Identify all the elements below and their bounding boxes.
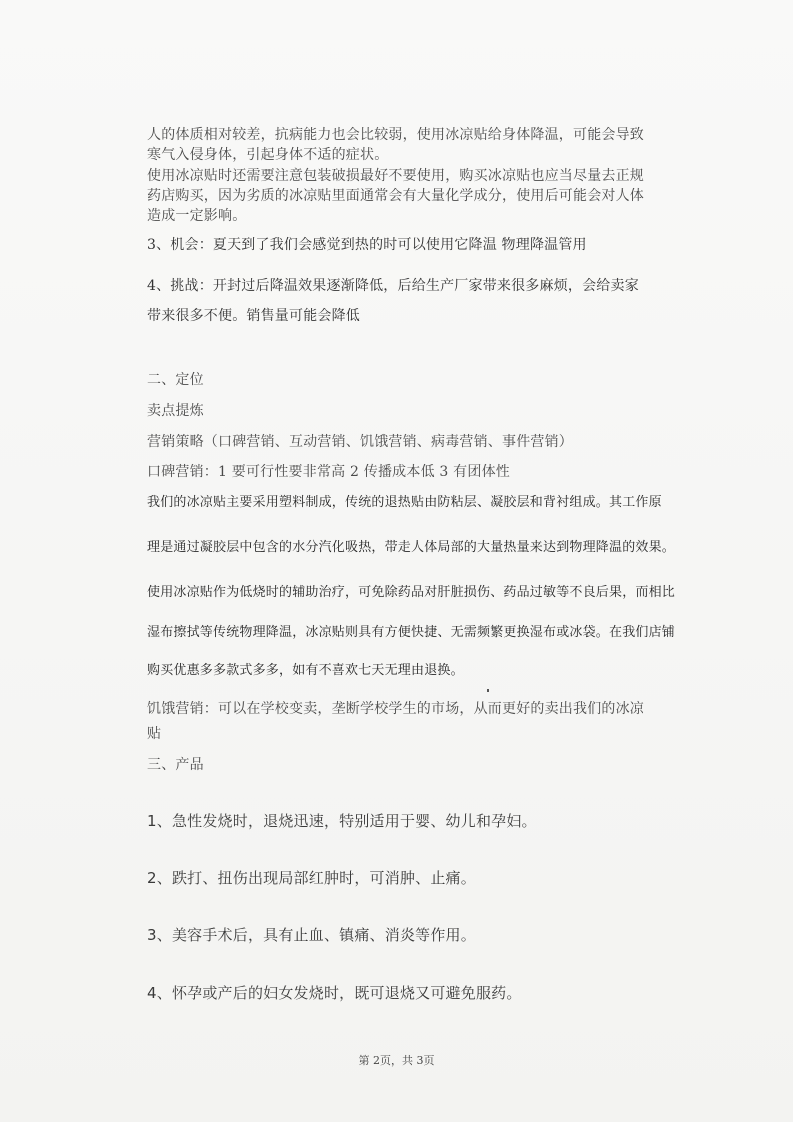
product-description-line-2: 理是通过凝胶层中包含的水分汽化吸热，带走人体局部的大量热量来达到物理降温的效果。: [147, 540, 676, 555]
paragraph-2-line-2: 药店购买，因为劣质的冰凉贴里面通常会有大量化学成分，使用后可能会对人体: [147, 188, 644, 204]
selling-point-label: 卖点提炼: [147, 403, 204, 419]
section-product-heading: 三、产品: [147, 757, 204, 773]
product-item-4: 4、怀孕或产后的妇女发烧时，既可退烧又可避免服药。: [147, 984, 522, 1002]
section-positioning-heading: 二、定位: [147, 372, 204, 388]
paragraph-2-line-1: 使用冰凉贴时还需要注意包装破损最好不要使用，购买冰凉贴也应当尽量去正规: [147, 168, 644, 184]
word-of-mouth-line: 口碑营销：1 要可行性要非常高 2 传播成本低 3 有团体性: [147, 464, 510, 480]
product-description-line-3: 使用冰凉贴作为低烧时的辅助治疗，可免除药品对肝脏损伤、药品过敏等不良后果，而相比: [147, 585, 676, 600]
page-number-footer: 第 2页，共 3页: [358, 1054, 435, 1067]
hunger-marketing-line-2: 贴: [147, 726, 162, 742]
product-description-line-5: 购买优惠多多款式多多，如有不喜欢七天无理由退换。: [147, 663, 464, 678]
marketing-strategy-line: 营销策略（口碑营销、互动营销、饥饿营销、病毒营销、事件营销）: [147, 434, 573, 450]
swot-opportunity: 3、机会：夏天到了我们会感觉到热的时可以使用它降温 物理降温管用: [147, 237, 587, 253]
product-description-line-4: 湿布擦拭等传统物理降温，冰凉贴则具有方便快捷、无需频繁更换湿布或冰袋。在我们店铺: [147, 625, 676, 640]
product-item-2: 2、跌打、扭伤出现局部红肿时，可消肿、止痛。: [147, 869, 476, 887]
product-item-3: 3、美容手术后，具有止血、镇痛、消炎等作用。: [147, 926, 476, 944]
swot-threat-line-1: 4、挑战：开封过后降温效果逐渐降低，后给生产厂家带来很多麻烦，会给卖家: [147, 278, 639, 294]
product-item-1: 1、急性发烧时，退烧迅速，特别适用于婴、幼儿和孕妇。: [147, 812, 537, 830]
scan-speck: [487, 689, 489, 692]
paragraph-1-line-1: 人的体质相对较差，抗病能力也会比较弱，使用冰凉贴给身体降温，可能会导致: [147, 127, 644, 143]
product-description-line-1: 我们的冰凉贴主要采用塑料制成，传统的退热贴由防粘层、凝胶层和背衬组成。其工作原: [147, 495, 662, 510]
paragraph-2-line-3: 造成一定影响。: [147, 208, 247, 224]
paragraph-1-line-2: 寒气入侵身体，引起身体不适的症状。: [147, 147, 389, 163]
hunger-marketing-line-1: 饥饿营销：可以在学校变卖，垄断学校学生的市场，从而更好的卖出我们的冰凉: [147, 701, 644, 717]
swot-threat-line-2: 带来很多不便。销售量可能会降低: [147, 308, 360, 324]
